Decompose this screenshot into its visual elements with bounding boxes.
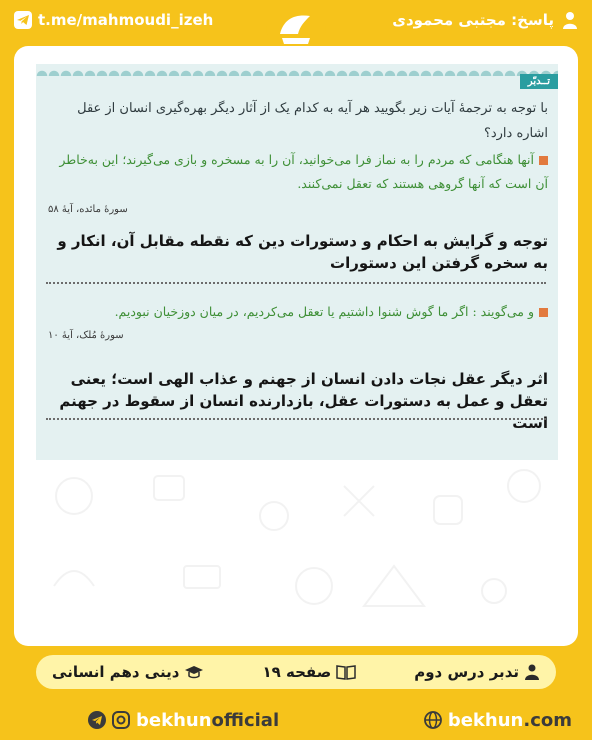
- lesson-box: [36, 64, 558, 460]
- instagram-icon: [112, 711, 130, 729]
- verse-2-text: و می‌گویند : اگر ما گوش شنوا داشتیم یا تعقل می‌کردیم، در میان دوزخیان نبودیم.: [114, 304, 534, 319]
- telegram-icon: [14, 11, 32, 29]
- answer-1: توجه و گرایش به احکام و دستورات دین که نقطه مقابل آن، انکار و به سخره گرفتن این دستورات: [57, 232, 548, 272]
- social-handle[interactable]: [88, 710, 279, 731]
- bullet-icon: [539, 308, 548, 317]
- website-suffix: .com: [523, 709, 572, 731]
- verse-1: [48, 148, 548, 196]
- bekhun-logo-icon: [276, 8, 316, 50]
- telegram-link[interactable]: [14, 11, 213, 29]
- social-prefix: bekhun: [136, 709, 212, 731]
- website-prefix: bekhun: [447, 709, 524, 731]
- dotted-divider: [46, 282, 546, 284]
- scallop-border: [36, 64, 558, 76]
- page-number: صفحه ۱۹: [262, 663, 332, 681]
- verse-1-text: آنها هنگامی که مردم را به نماز فرا می‌خوانید، آن را به مسخره و بازی می‌گیرند؛ این به‌خاطر آن است که آنها گروهی هستند که تعقل نمی‌کنند.: [59, 152, 548, 191]
- globe-icon: [424, 711, 442, 729]
- verse-2: [48, 300, 548, 324]
- bullet-icon: [539, 156, 548, 165]
- author-credit: [392, 11, 578, 29]
- verse-2-reference: سورهٔ مُلک، آیهٔ ۱۰: [48, 330, 124, 341]
- page-item: [262, 663, 356, 681]
- verse-1-reference: سورهٔ مائده، آیهٔ ۵۸: [48, 204, 128, 215]
- section-tag: تــدبّر: [520, 74, 558, 89]
- social-suffix: official: [211, 709, 280, 731]
- question-text: با توجه به ترجمهٔ آیات زیر بگویید هر آیه به کدام یک از آثار دیگر بهره‌گیری انسان از عقل اشاره دارد؟: [77, 101, 548, 141]
- lesson-info-bar: [36, 655, 556, 689]
- graduation-cap-icon: [184, 664, 204, 680]
- book-icon: [336, 664, 356, 680]
- content-panel: [14, 46, 578, 646]
- course-name: دینی دهم انسانی: [52, 663, 180, 681]
- course-item: [52, 663, 204, 681]
- dotted-divider: [46, 418, 546, 420]
- lesson-title: تدبر درس دوم: [414, 663, 519, 681]
- footer: [0, 700, 592, 740]
- lesson-title-item: [414, 663, 540, 681]
- user-icon: [560, 11, 578, 29]
- telegram-icon: [88, 711, 106, 729]
- author-name: پاسخ: مجتبی محمودی: [392, 11, 554, 29]
- website-link[interactable]: [424, 710, 572, 731]
- telegram-handle: t.me/mahmoudi_izeh: [38, 11, 214, 29]
- answer-2: اثر دیگر عقل نجات دادن انسان از جهنم و عذاب الهی است؛ یعنی تعقل و عمل به دستورات عقل، بازدارنده انسان از سقوط در جهنم است: [59, 370, 548, 432]
- teacher-icon: [524, 664, 540, 680]
